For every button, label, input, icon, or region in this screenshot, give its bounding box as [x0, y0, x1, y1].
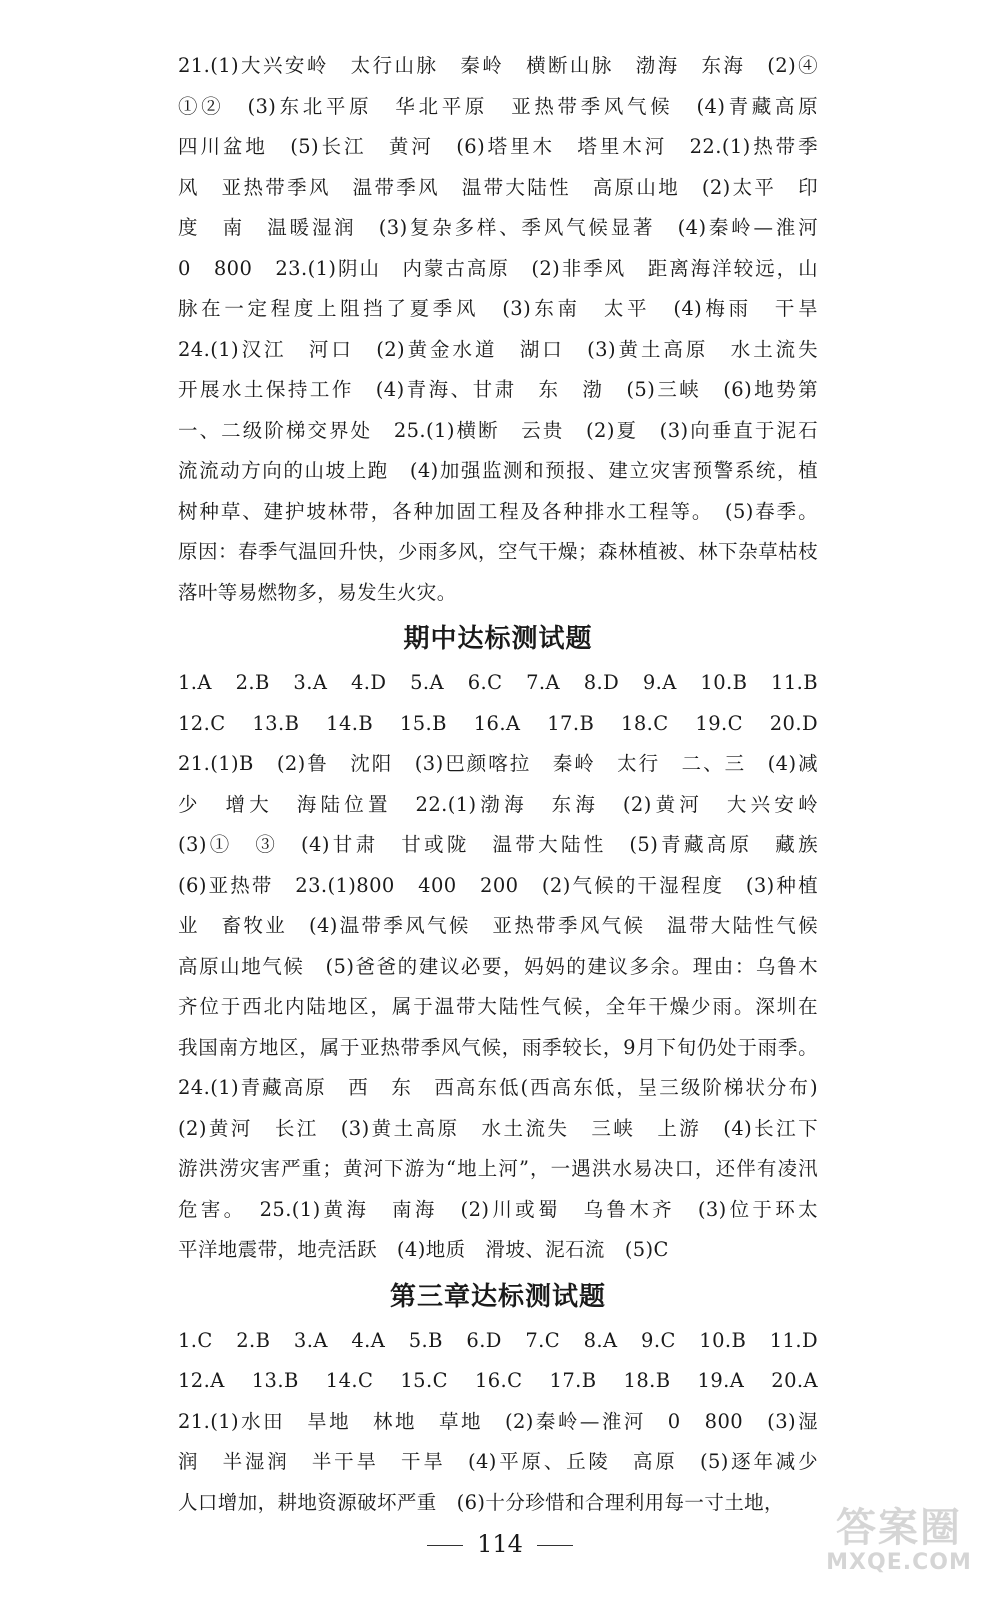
answers-block-chapter-review — [178, 46, 818, 613]
answer-line: 齐位于西北内陆地区，属于温带大陆性气候，全年干燥少雨。深圳在 — [178, 995, 818, 1018]
page-number-left-dash — [427, 1545, 463, 1546]
answer-line: 我国南方地区，属于亚热带季风气候，雨季较长，9月下旬仍处于雨季。 — [178, 1035, 818, 1059]
answer-line: 24.(1)汉江 河口 (2)黄金水道 湖口 (3)黄土高原 水土流失 — [178, 337, 818, 361]
answer-line: 危害。 25.(1)黄海 南海 (2)川或蜀 乌鲁木齐 (3)位于环太 — [178, 1197, 818, 1221]
answer-line: 业 畜牧业 (4)温带季风气候 亚热带季风气候 温带大陆性气候 — [178, 914, 818, 937]
answer-line: 润 半湿润 半干旱 干旱 (4)平原、丘陵 高原 (5)逐年减少 — [178, 1450, 818, 1473]
answers-block-midterm — [178, 663, 818, 1271]
answer-line: (2)黄河 长江 (3)黄土高原 水土流失 三峡 上游 (4)长江下 — [178, 1116, 818, 1140]
answer-line: 树种草、建护坡林带，各种加固工程及各种排水工程等。 (5)春季。 — [178, 499, 818, 523]
answer-line: 一、二级阶梯交界处 25.(1)横断 云贵 (2)夏 (3)向垂直于泥石 — [178, 418, 818, 442]
answer-line: 12.A 13.B 14.C 15.C 16.C 17.B 18.B 19.A 20.A — [178, 1369, 818, 1392]
answer-line: 开展水土保持工作 (4)青海、甘肃 东 渤 (5)三峡 (6)地势第 — [178, 378, 818, 401]
page-number-right-dash — [537, 1545, 573, 1546]
answers-block-chapter-three — [178, 1321, 818, 1524]
section-title-chapter-three: 第三章达标测试题 — [389, 1281, 606, 1312]
answer-line: 1.A 2.B 3.A 4.D 5.A 6.C 7.A 8.D 9.A 10.B 11.B — [178, 671, 818, 694]
answer-line: 度 南 温暖湿润 (3)复杂多样、季风气候显著 (4)秦岭—淮河 — [178, 216, 818, 239]
answer-line: 1.C 2.B 3.A 4.A 5.B 6.D 7.C 8.A 9.C 10.B 11.D — [178, 1328, 818, 1352]
answer-line: 风 亚热带季风 温带季风 温带大陆性 高原山地 (2)太平 印 — [178, 175, 818, 199]
answer-line: 落叶等易燃物多，易发生火灾。 — [178, 580, 457, 604]
answer-line: 24.(1)青藏高原 西 东 西高东低(西高东低，呈三级阶梯状分布) — [178, 1076, 818, 1099]
answer-line: 平洋地震带，地壳活跃 (4)地质 滑坡、泥石流 (5)C — [178, 1238, 669, 1261]
answer-line: 少 增大 海陆位置 22.(1)渤海 东海 (2)黄河 大兴安岭 — [178, 792, 818, 816]
answer-line: 四川盆地 (5)长江 黄河 (6)塔里木 塔里木河 22.(1)热带季 — [178, 135, 818, 158]
answer-line: 21.(1)水田 旱地 林地 草地 (2)秦岭—淮河 0 800 (3)湿 — [178, 1409, 818, 1433]
answer-line: 流流动方向的山坡上跑 (4)加强监测和预报、建立灾害预警系统，植 — [178, 459, 818, 482]
answer-line: 高原山地气候 (5)爸爸的建议必要，妈妈的建议多余。理由：乌鲁木 — [178, 954, 818, 978]
answer-line: 人口增加，耕地资源破坏严重 (6)十分珍惜和合理利用每一寸土地， — [178, 1490, 784, 1514]
answer-line: 游洪涝灾害严重；黄河下游为“地上河”，一遇洪水易决口，还伴有凌汛 — [178, 1157, 818, 1180]
section-title-midterm: 期中达标测试题 — [403, 624, 593, 654]
answer-line: 0 800 23.(1)阴山 内蒙古高原 (2)非季风 距离海洋较远，山 — [178, 256, 818, 280]
answer-line: 21.(1)B (2)鲁 沈阳 (3)巴颜喀拉 秦岭 太行 二、三 (4)减 — [178, 752, 818, 775]
answer-line: 12.C 13.B 14.B 15.B 16.A 17.B 18.C 19.C 20.D — [178, 711, 818, 735]
watermark-logo — [824, 1496, 974, 1580]
answer-line: (6)亚热带 23.(1)800 400 200 (2)气候的干湿程度 (3)种植 — [178, 873, 818, 897]
answer-line: 原因：春季气温回升快，少雨多风，空气干燥；森林植被、林下杂草枯枝 — [178, 540, 818, 563]
answer-line: 21.(1)大兴安岭 太行山脉 秦岭 横断山脉 渤海 东海 (2)④ — [178, 54, 818, 77]
page-number-text: 114 — [477, 1530, 523, 1558]
watermark-url: MXQE.COM — [826, 1550, 972, 1575]
answer-line: ①② (3)东北平原 华北平原 亚热带季风气候 (4)青藏高原 — [178, 94, 818, 118]
answer-line: (3)① ③ (4)甘肃 甘或陇 温带大陆性 (5)青藏高原 藏族 — [178, 833, 818, 856]
watermark-text: 答案圈 — [836, 1505, 962, 1551]
answer-line: 脉在一定程度上阻挡了夏季风 (3)东南 太平 (4)梅雨 干旱 — [178, 297, 818, 320]
